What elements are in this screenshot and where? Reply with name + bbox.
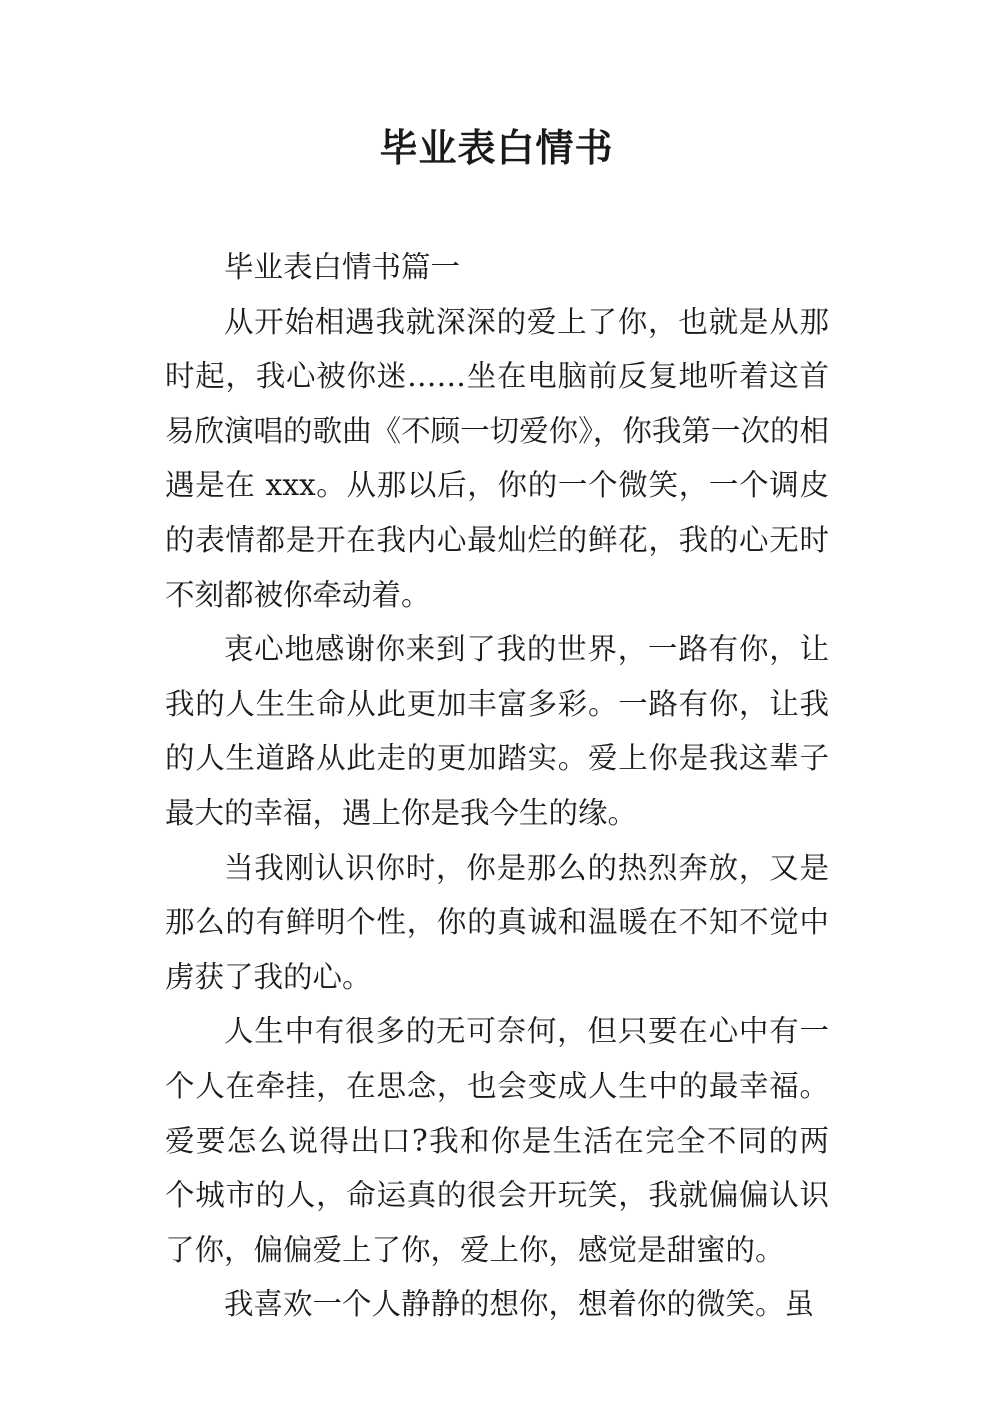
document-title: 毕业表白情书 xyxy=(379,126,614,170)
paragraph: 当我刚认识你时，你是那么的热烈奔放，又是那么的有鲜明个性，你的真诚和温暖在不知不觉中虏获了我的心。 xyxy=(165,850,829,994)
document-body xyxy=(165,240,829,1332)
section-heading: 毕业表白情书篇一 xyxy=(224,250,461,284)
paragraph: 衷心地感谢你来到了我的世界，一路有你，让我的人生生命从此更加丰富多彩。一路有你，让我的人生道路从此走的更加踏实。爱上你是我这辈子最大的幸福，遇上你是我今生的缘。 xyxy=(165,632,829,830)
paragraph: 人生中有很多的无可奈何，但只要在心中有一个人在牵挂，在思念，也会变成人生中的最幸福。爱要怎么说得出口?我和你是生活在完全不同的两个城市的人，命运真的很会开玩笑，我就偏偏认识了你，偏偏爱上了你，爱上你，感觉是甜蜜的。 xyxy=(165,1014,829,1267)
paragraph: 从开始相遇我就深深的爱上了你，也就是从那时起，我心被你迷……坐在电脑前反复地听着这首易欣演唱的歌曲《不顾一切爱你》，你我第一次的相遇是在 xxx。从那以后，你的一个微笑，一个调皮的表情都是开在我内心最灿烂的鲜花，我的心无时不刻都被你牵动着。 xyxy=(165,304,829,612)
paragraph: 我喜欢一个人静静的想你，想着你的微笑。虽 xyxy=(224,1287,815,1322)
